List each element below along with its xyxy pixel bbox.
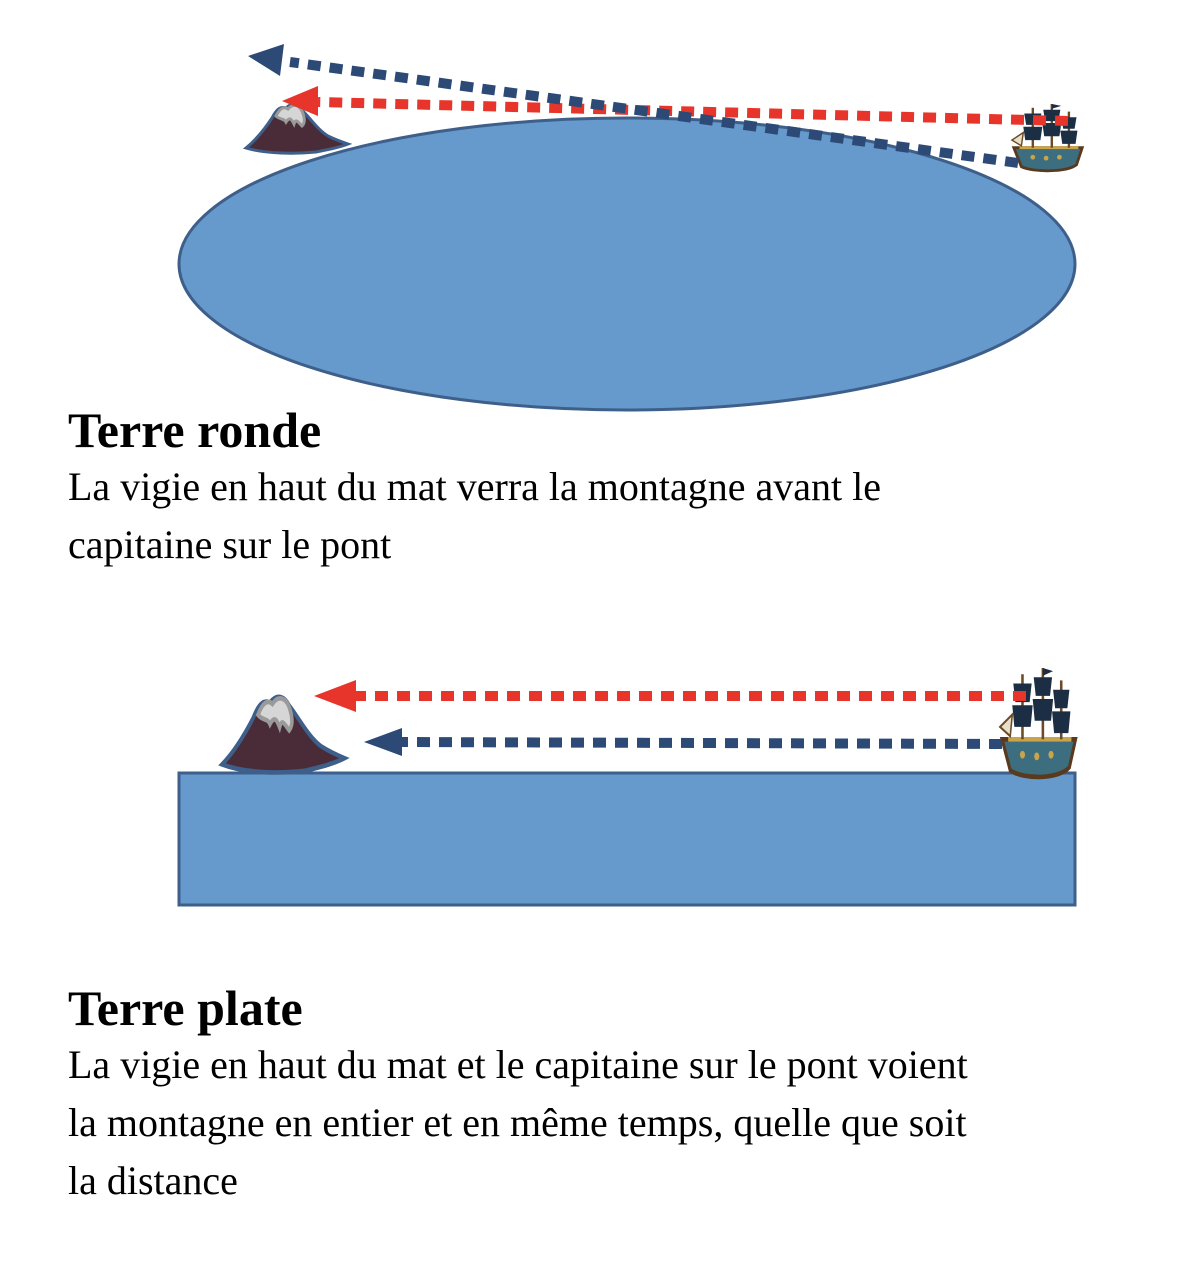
mountain-icon: [246, 104, 348, 153]
round-earth-description: La vigie en haut du mat verra la montagne avant le capitaine sur le pont: [68, 464, 882, 567]
flat-earth-title: Terre plate: [68, 980, 303, 1036]
flat-earth-diagram: [0, 650, 1202, 920]
round-earth-caption: [68, 402, 968, 574]
round-earth-title: Terre ronde: [68, 402, 322, 458]
captain-sight-arrow: [364, 728, 1002, 756]
round-earth-diagram: [0, 0, 1202, 420]
round-earth-globe: [179, 118, 1075, 410]
mountain-icon: [222, 697, 344, 773]
pirate-ship-icon: [1000, 668, 1075, 777]
flat-earth-caption: [68, 980, 988, 1210]
flat-earth-surface: [179, 773, 1075, 905]
pirate-ship-icon: [1012, 104, 1082, 171]
lookout-sight-arrow: [282, 86, 1068, 121]
lookout-sight-arrow: [314, 680, 1026, 712]
flat-earth-description: La vigie en haut du mat et le capitaine sur le pont voient la montagne en entier et en même temps, quelle que soit la distance: [68, 1042, 968, 1203]
